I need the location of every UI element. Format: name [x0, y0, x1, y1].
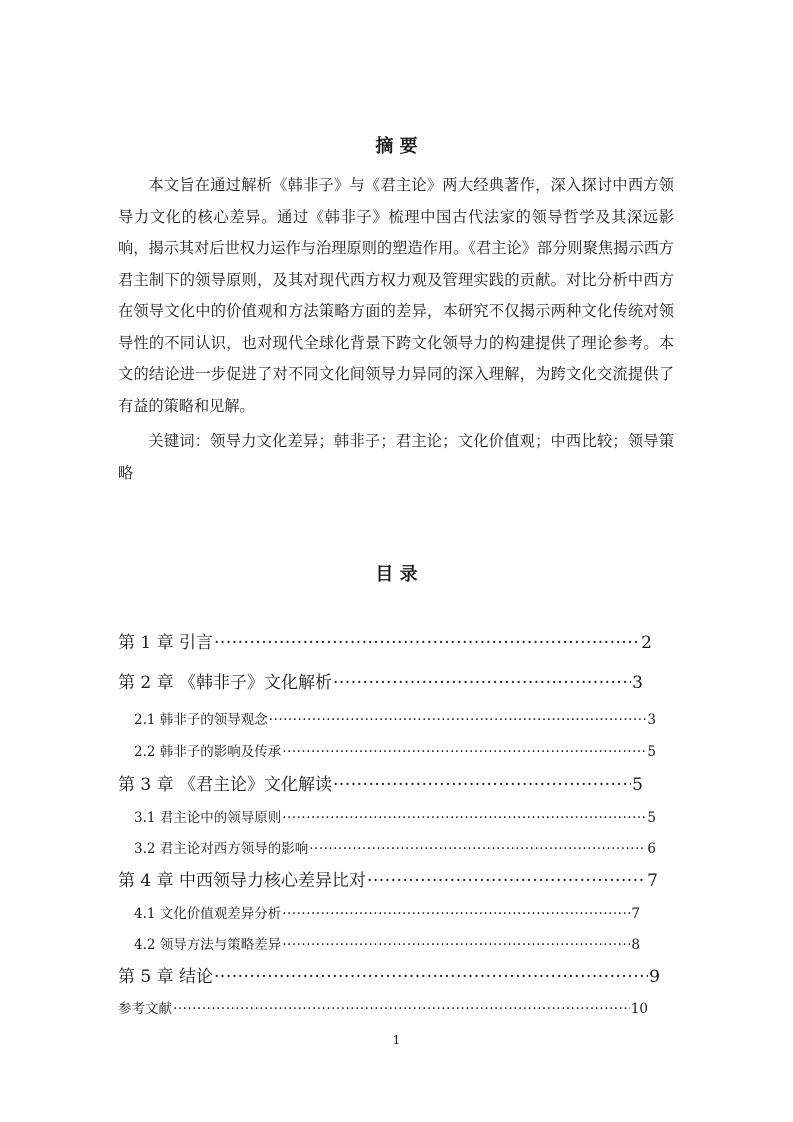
toc-leader-dots	[173, 1001, 630, 1017]
toc-entry-chapter-2[interactable]	[118, 668, 643, 693]
toc-leader-dots	[269, 712, 647, 728]
toc-entry-page: 3	[647, 712, 656, 728]
toc-leader-dots	[282, 937, 630, 953]
toc-entry-label: 参考文献	[118, 1001, 172, 1017]
toc-entry-page: 5	[647, 744, 656, 760]
toc-leader-dots	[367, 871, 646, 891]
toc-leader-dots	[214, 967, 648, 987]
abstract-title: 摘 要	[375, 136, 418, 157]
toc-leader-dots	[333, 673, 631, 693]
toc-entry-references[interactable]	[118, 997, 648, 1017]
toc-entry-page: 7	[631, 906, 640, 922]
toc-entry-chapter-5[interactable]	[118, 962, 660, 987]
toc-entry-page: 6	[647, 841, 656, 857]
toc-title: 目 录	[375, 564, 418, 585]
toc-entry-label: 2.2 韩非子的影响及传承	[134, 744, 282, 760]
keywords-text: 关键词：领导力文化差异；韩非子；君主论；文化价值观；中西比较；领导策略	[118, 432, 674, 482]
toc-entry-label: 第 2 章 《韩非子》文化解析	[118, 673, 333, 693]
abstract-paragraph: 本文旨在通过解析《韩非子》与《君主论》两大经典著作，深入探讨中西方领导力文化的核心差异。通过《韩非子》梳理中国古代法家的领导哲学及其深远影响，揭示其对后世权力运作与治理原则的塑造作用。《君主论》部分则聚焦揭示西方君主制下的领导原则，及其对现代西方权力观及管理实践的贡献。对比分析中西方在领导文化中的价值观和方法策略方面的差异，本研究不仅揭示两种文化传统对领导性的不同认识，也对现代全球化背景下跨文化领导力的构建提供了理论参考。本文的结论进一步促进了对不同文化间领导力异同的深入理解，为跨文化交流提供了有益的策略和见解。	[118, 176, 674, 415]
toc-entry-page: 5	[647, 810, 656, 826]
toc-entry-label: 2.1 韩非子的领导观念	[134, 712, 268, 728]
keywords	[118, 426, 674, 489]
toc-leader-dots	[309, 841, 646, 857]
toc-entry-section-4-2[interactable]	[134, 933, 640, 953]
abstract-body	[118, 170, 674, 422]
toc-leader-dots	[282, 906, 630, 922]
toc-entry-section-2-2[interactable]	[134, 740, 656, 760]
toc-entry-chapter-4[interactable]	[118, 866, 658, 891]
toc-entry-label: 第 1 章 引言	[118, 633, 214, 653]
toc-leader-dots	[282, 744, 646, 760]
toc-leader-dots	[282, 810, 646, 826]
page-number: 1	[392, 1033, 401, 1047]
toc-entry-label: 第 4 章 中西领导力核心差异比对	[118, 871, 367, 891]
toc-entry-section-2-1[interactable]	[134, 708, 656, 728]
toc-entry-label: 第 3 章 《君主论》文化解读	[118, 775, 333, 795]
toc-entry-chapter-1[interactable]	[118, 628, 652, 653]
toc-entry-label: 第 5 章 结论	[118, 967, 214, 987]
toc-entry-label: 3.2 君主论对西方领导的影响	[134, 841, 309, 857]
toc-entry-label: 4.2 领导方法与策略差异	[134, 937, 282, 953]
toc-leader-dots	[214, 633, 640, 653]
toc-entry-page: 3	[632, 673, 643, 693]
toc-entry-page: 9	[649, 967, 660, 987]
toc-entry-section-4-1[interactable]	[134, 902, 640, 922]
toc-entry-page: 10	[630, 1001, 648, 1017]
toc-entry-page: 7	[647, 871, 658, 891]
toc-entry-chapter-3[interactable]	[118, 770, 643, 795]
toc-entry-page: 8	[631, 937, 640, 953]
toc-entry-section-3-2[interactable]	[134, 837, 656, 857]
toc-leader-dots	[333, 775, 631, 795]
toc-entry-label: 4.1 文化价值观差异分析	[134, 906, 282, 922]
toc-entry-page: 2	[641, 633, 652, 653]
toc-entry-page: 5	[632, 775, 643, 795]
toc-entry-label: 3.1 君主论中的领导原则	[134, 810, 282, 826]
toc-entry-section-3-1[interactable]	[134, 806, 656, 826]
